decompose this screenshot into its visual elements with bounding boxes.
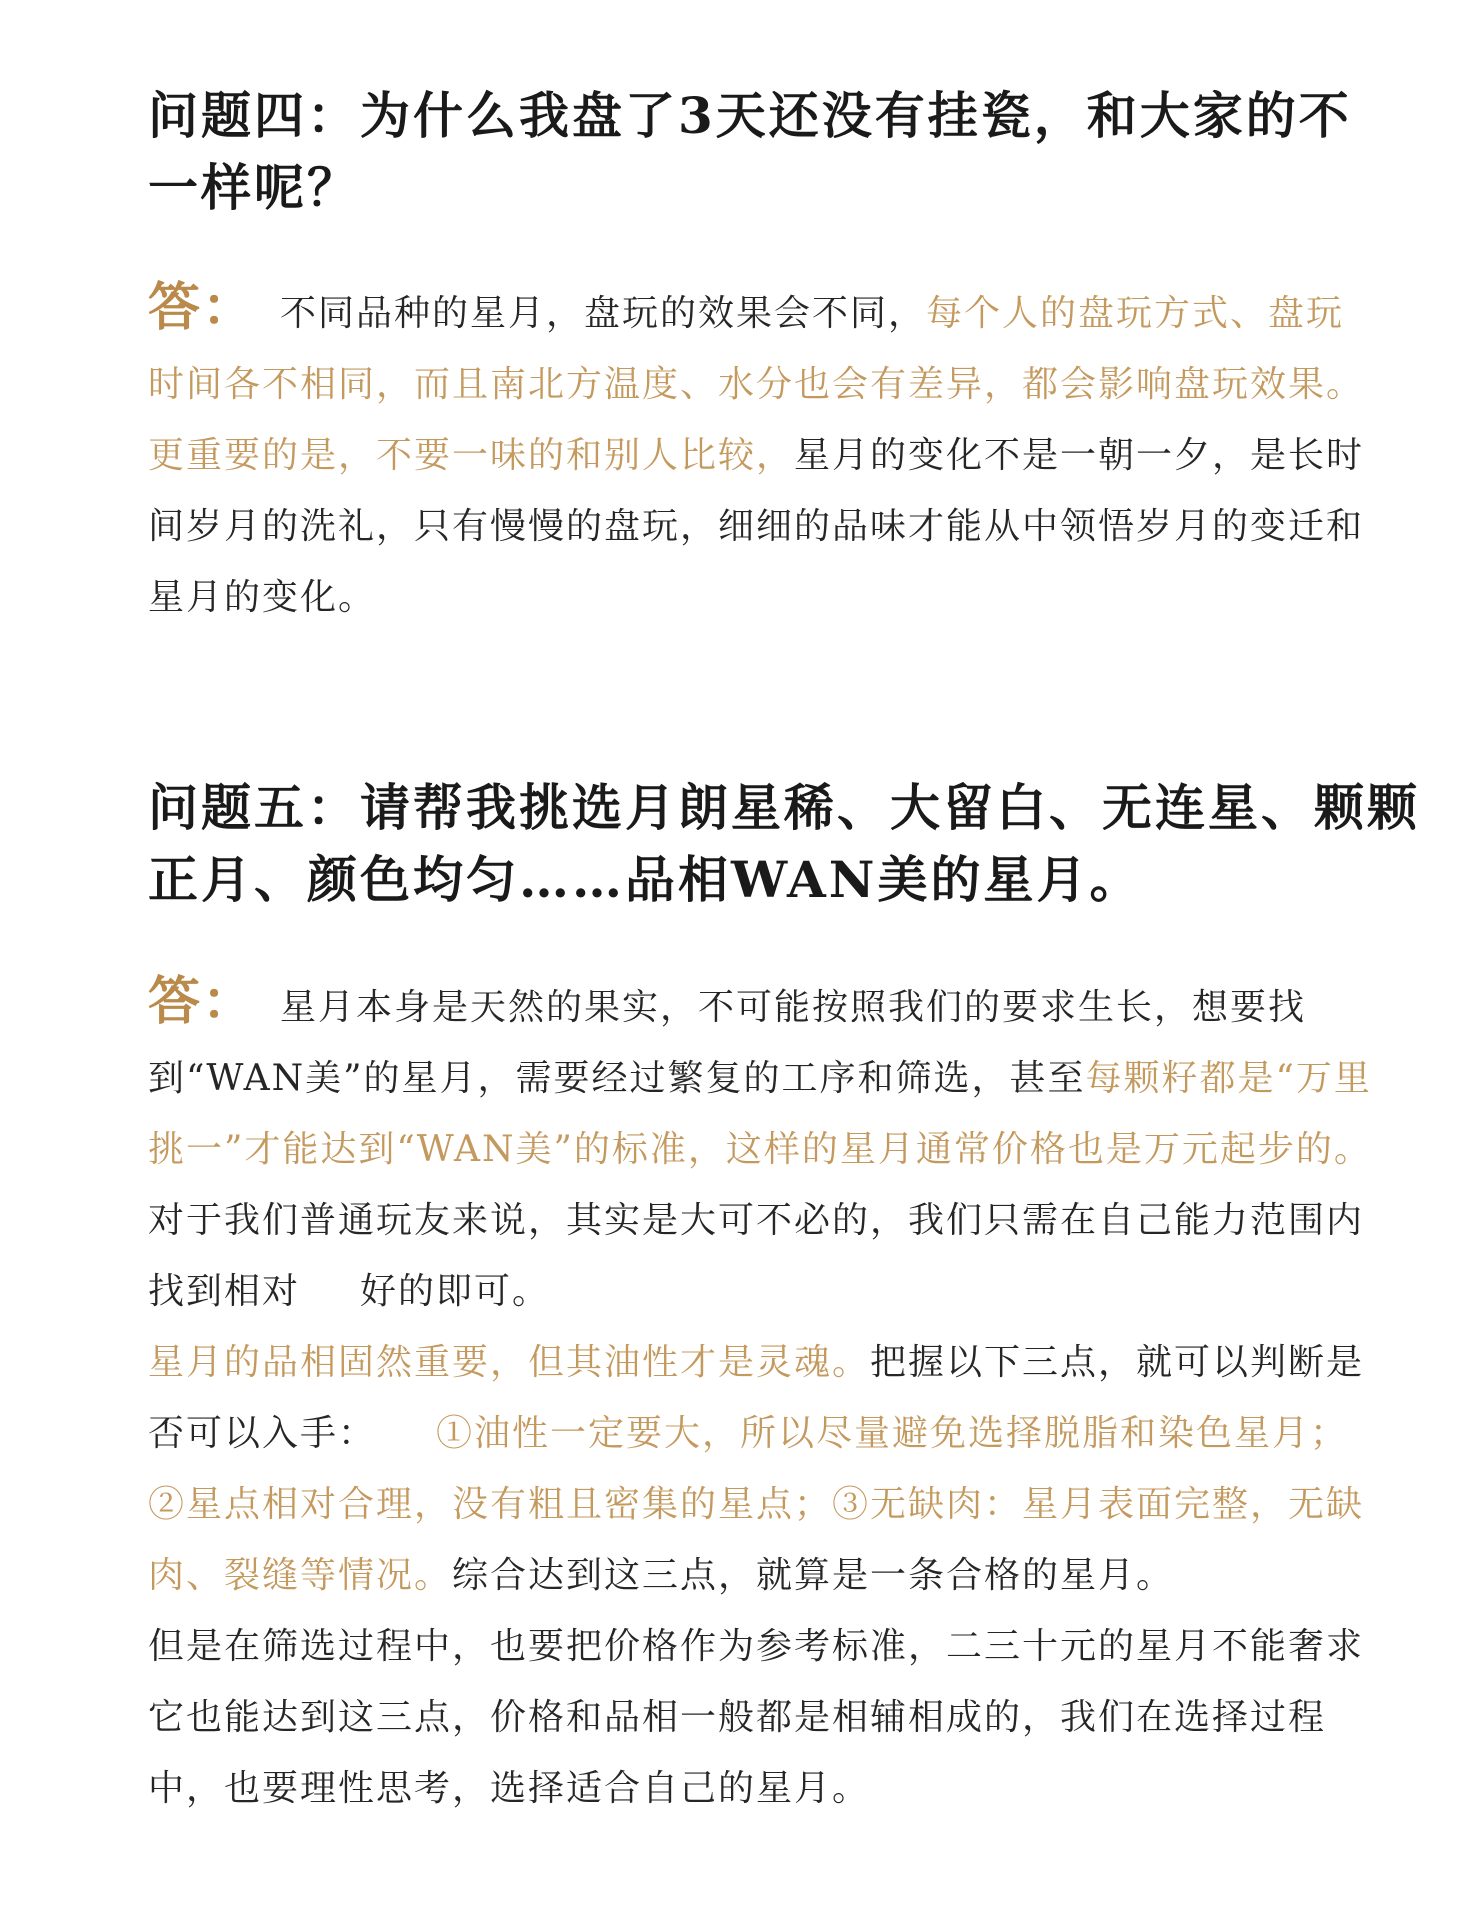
answer-4-text-1: 不同品种的星月，盘玩的效果会不同， (280, 293, 927, 334)
answer-5-p2-highlight-1: 星月的品相固然重要，但其油性才是灵魂。 (148, 1342, 871, 1383)
answer-5-p1-text-2: 对于我们普通玩友来说，其实是大可不必的，我们只需在自己能力范围内找到相对 (148, 1200, 1365, 1312)
answer-4-highlight: 每个人的盘玩方式、盘玩时间各不相同，而且南北方温度、水分也会有差异，都会影响盘玩效果。更重要的是，不要一味的和别人比较， (148, 293, 1365, 476)
answer-4-text-2: 星月的变化不是一朝一夕，是长时间岁月的洗礼，只有慢慢的盘玩，细细的品味才能从中领悟岁月的变迁和星月的变化。 (148, 435, 1365, 618)
answer-5-p1-highlight: 每颗籽都是“万里挑一”才能达到“WAN美”的标准，这样的星月通常价格也是万元起步的。 (148, 1058, 1372, 1170)
answer-5-p2-text-2: 综合达到这三点，就算是一条合格的星月。 (452, 1555, 1175, 1596)
answer-5-p2-highlight-2: ①油性一定要大，所以尽量避免选择脱脂和染色星月；②星点相对合理，没有粗且密集的星点；③无缺肉：星月表面完整，无缺肉、裂缝等情况。 (148, 1413, 1365, 1596)
answer-5-paragraph-2 (148, 1327, 1378, 1611)
question-5-title: 问题五：请帮我挑选月朗星稀、大留白、无连星、颗颗正月、颜色均匀……品相WAN美的星月。 (148, 778, 1420, 909)
answer-4-label: 答： (148, 277, 257, 338)
answer-5-p2-text-1: 把握以下三点，就可以判断是否可以入手： (148, 1342, 1365, 1454)
question-4-title: 问题四：为什么我盘了3天还没有挂瓷，和大家的不一样呢？ (148, 86, 1352, 217)
answer-5-p1-text-1: 星月本身是天然的果实，不可能按照我们的要求生长，想要找到“WAN美”的星月，需要经过繁复的工序和筛选，甚至 (148, 987, 1307, 1099)
answer-5 (148, 966, 1378, 1824)
answer-4 (148, 272, 1378, 633)
answer-5-paragraph-1 (148, 966, 1378, 1327)
answer-5-p1-text-3: 好的即可。 (360, 1271, 551, 1312)
answer-5-paragraph-3: 但是在筛选过程中，也要把价格作为参考标准，二三十元的星月不能奢求它也能达到这三点，价格和品相一般都是相辅相成的，我们在选择过程中，也要理性思考，选择适合自己的星月。 (148, 1626, 1365, 1809)
answer-5-label: 答： (148, 971, 257, 1032)
